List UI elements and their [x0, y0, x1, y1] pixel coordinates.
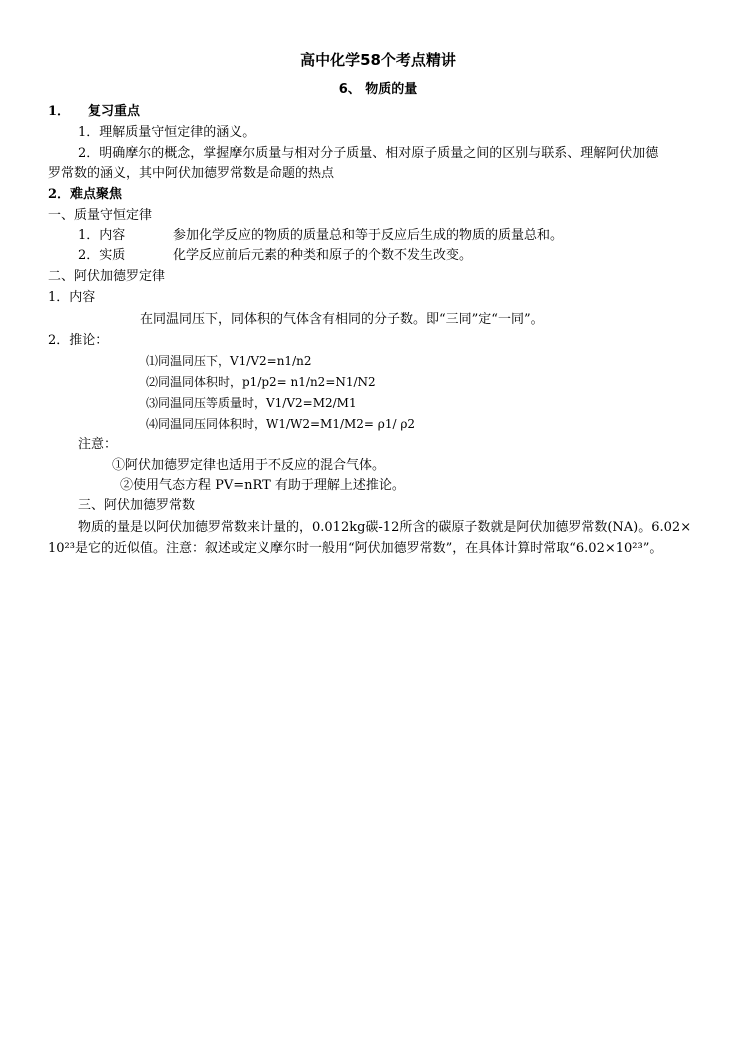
subsection-b-heading: 二、阿伏加德罗定律 — [48, 269, 166, 284]
inference-4: ⑷同温同压同体积时，W1/W2=M1/M2= ρ1/ ρ2 — [146, 417, 416, 431]
section-1-number: 1． — [48, 104, 71, 119]
section-1-heading: 复习重点 — [88, 104, 141, 119]
subsection-c-heading: 三、阿伏加德罗常数 — [78, 498, 196, 513]
subsection-c-para-line-2: 10²³是它的近似值。注意：叙述或定义摩尔时一般用“阿伏加德罗常数”，在具体计算时常取“6.02×10²³”。 — [48, 541, 663, 556]
document-subtitle: 6、 物质的量 — [338, 82, 418, 97]
note-heading: 注意： — [78, 437, 118, 452]
subsection-a-item-1-text: 参加化学反应的物质的质量总和等于反应后生成的物质的质量总和。 — [173, 228, 564, 243]
note-2: ②使用气态方程 PV=nRT 有助于理解上述推论。 — [120, 478, 405, 493]
section-1-point-2-line-1: 2．明确摩尔的概念，掌握摩尔质量与相对分子质量、相对原子质量之间的区别与联系、理解阿伏加德 — [78, 146, 659, 161]
subsection-b-item-1-label: 1．内容 — [48, 290, 96, 305]
subsection-b-item-1-text: 在同温同压下，同体积的气体含有相同的分子数。即“三同”定“一同”。 — [140, 312, 544, 327]
inference-3: ⑶同温同压等质量时，V1/V2=M2/M1 — [146, 396, 357, 410]
section-1-point-2-line-2: 罗常数的涵义，其中阿伏加德罗常数是命题的热点 — [48, 166, 335, 181]
section-2-heading: 2．难点聚焦 — [48, 187, 123, 202]
subsection-b-item-2-label: 2．推论： — [48, 333, 109, 348]
inference-1: ⑴同温同压下，V1/V2=n1/n2 — [146, 354, 312, 368]
subsection-a-heading: 一、质量守恒定律 — [48, 208, 153, 223]
subsection-a-item-2-text: 化学反应前后元素的种类和原子的个数不发生改变。 — [173, 248, 473, 263]
inference-2: ⑵同温同体积时，p1/p2= n1/n2=N1/N2 — [146, 375, 376, 389]
subsection-a-item-1-label: 1．内容 — [78, 228, 126, 243]
subsection-c-para-line-1: 物质的量是以阿伏加德罗常数来计量的，0.012kg碳-12所含的碳原子数就是阿伏加德罗常数(NA)。6.02× — [78, 520, 692, 535]
document-title: 高中化学58个考点精讲 — [300, 51, 456, 69]
section-1-point-1: 1．理解质量守恒定律的涵义。 — [78, 125, 256, 140]
subsection-a-item-2-label: 2．实质 — [78, 248, 126, 263]
note-1: ①阿伏加德罗定律也适用于不反应的混合气体。 — [112, 458, 386, 473]
